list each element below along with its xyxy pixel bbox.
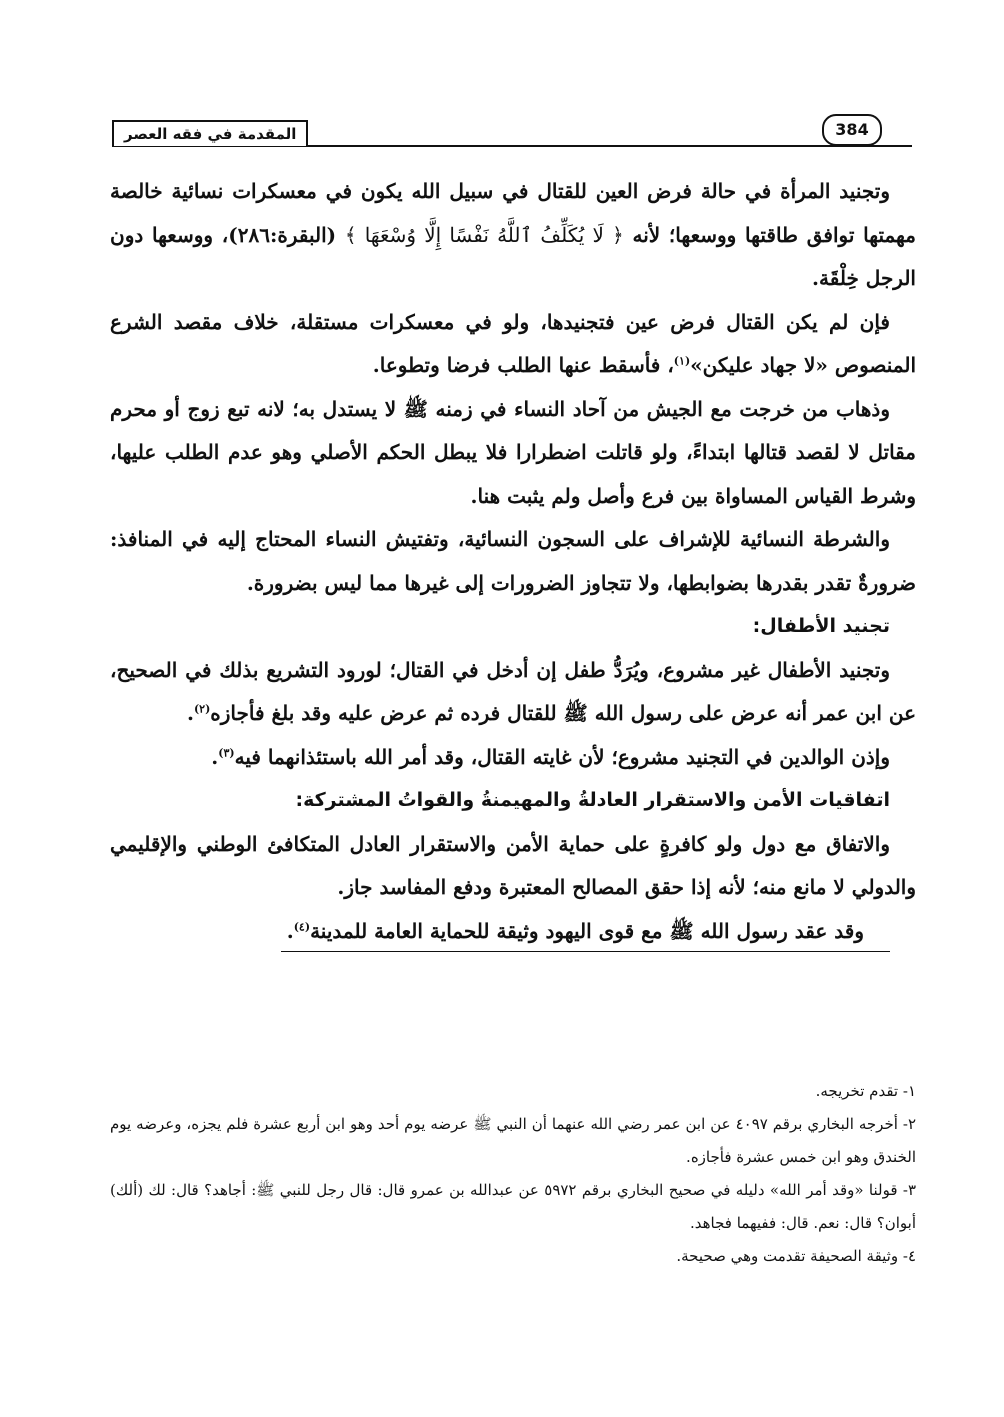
footnote-3: ٣- قولنا «وقد أمر الله» دليله في صحيح البخاري برقم ٥٩٧٢ عن عبدالله بن عمرو قال: قال رجل للنبي ﷺ: أجاهد؟ قال: لك (ألك) أبوان؟ قال: نعم. قال: ففيهما فجاهد. <box>110 1181 916 1232</box>
paragraph-text: وتجنيد المرأة في حالة فرض العين للقتال في سبيل الله يكون في معسكرات نسائية خالصة مهمتها توافق طاقتها ووسعها؛ لأنه <box>110 179 916 247</box>
book-title: المقدمة في فقه العصر <box>112 120 308 146</box>
quran-verse: ﴿ لَا يُكَلِّفُ ٱللَّهُ نَفْسًا إِلَّا وُسْعَهَا ﴾ <box>344 222 624 247</box>
section-heading-child-conscription: تجنيد الأطفال: <box>752 615 890 637</box>
footnote-ref-4: (٤) <box>293 919 311 933</box>
paragraph-text: ووسعها دون الرجل خِلْقَة. <box>110 222 916 290</box>
footnote-ref-2: (٢) <box>193 702 211 716</box>
paragraph-child-conscription <box>110 649 916 736</box>
footnote-ref-1: (١) <box>673 354 691 368</box>
page-number: 384 <box>822 114 882 146</box>
footnote-1: ١- تقدم تخريجه. <box>815 1082 916 1100</box>
verse-reference: (البقرة:٢٨٦)، <box>221 222 337 247</box>
paragraph-women-with-army: وذهاب من خرجت مع الجيش من آحاد النساء في زمنه ﷺ لا يستدل به؛ لانه تبع زوج أو محرم مقاتل لا لقصد قتالها ابتداءً، ولو قاتلت اضطرارا فلا يبطل الحكم الأصلي وهو عدم الطلب عليها، وشرط القياس المساواة بين فرع وأصل ولم يثبت هنا. <box>110 396 916 508</box>
footnote-ref-3: (٣) <box>218 745 235 759</box>
paragraph-text: وتجنيد الأطفال غير مشروع، ويُرَدُّ طفل إن أدخل في القتال؛ لورود التشريع بذلك في الصحيح، عن ابن عمر أنه عرض على رسول الله ﷺ للقتال فرده ثم عرض عليه وقد بلغ فأجازه <box>110 657 916 725</box>
paragraph-medina-charter <box>110 910 916 954</box>
paragraph-security-agreements: والاتفاق مع دول ولو كافرةٍ على حماية الأمن والاستقرار العادل المتكافئ الوطني والإقليمي والدولي لا مانع منه؛ لأنه إذا حقق المصالح المعتبرة ودفع المفاسد جاز. <box>110 831 916 899</box>
paragraph-text: . <box>286 918 294 943</box>
paragraph-text: ، فأسقط عنها الطلب فرضا وتطوعا. <box>372 353 674 377</box>
footnotes <box>110 1075 916 1273</box>
paragraph-text: . <box>211 744 219 769</box>
paragraph-not-obligatory <box>110 301 916 388</box>
paragraph-text: فإن لم يكن القتال فرض عين فتجنيدها، ولو في معسكرات مستقلة، خلاف مقصد الشرع المنصوص «لا جهاد عليكن» <box>110 309 916 377</box>
paragraph-women-conscription <box>110 170 916 301</box>
paragraph-parents-permission <box>110 736 916 780</box>
paragraph-text: وقد عقد رسول الله ﷺ مع قوى اليهود وثيقة للحماية العامة للمدينة <box>310 918 864 943</box>
section-heading-security-agreements: اتفاقيات الأمن والاستقرار العادلةُ والمهيمنةُ والقواتُ المشتركة: <box>295 789 890 811</box>
paragraph-text: وإذن الوالدين في التجنيد مشروع؛ لأن غايته القتال، وقد أمر الله باستئذانهما فيه <box>234 744 890 769</box>
last-line-with-rule <box>281 911 890 952</box>
page-body <box>110 170 916 953</box>
page-header <box>112 120 912 150</box>
footnote-4: ٤- وثيقة الصحيفة تقدمت وهي صحيحة. <box>676 1247 916 1265</box>
paragraph-women-police: والشرطة النسائية للإشراف على السجون النسائية، وتفتيش النساء المحتاج إليه في المنافذ: ضرورةٌ تقدر بقدرها بضوابطها، ولا تتجاوز الضرورات إلى غيرها مما ليس بضرورة. <box>110 527 916 595</box>
footnote-2: ٢- أخرجه البخاري برقم ٤٠٩٧ عن ابن عمر رضي الله عنهما أن النبي ﷺ عرضه يوم أحد وهو ابن أربع عشرة فلم يجزه، وعرضه يوم الخندق وهو ابن خمس عشرة فأجازه. <box>110 1115 916 1166</box>
paragraph-text: . <box>186 701 194 725</box>
